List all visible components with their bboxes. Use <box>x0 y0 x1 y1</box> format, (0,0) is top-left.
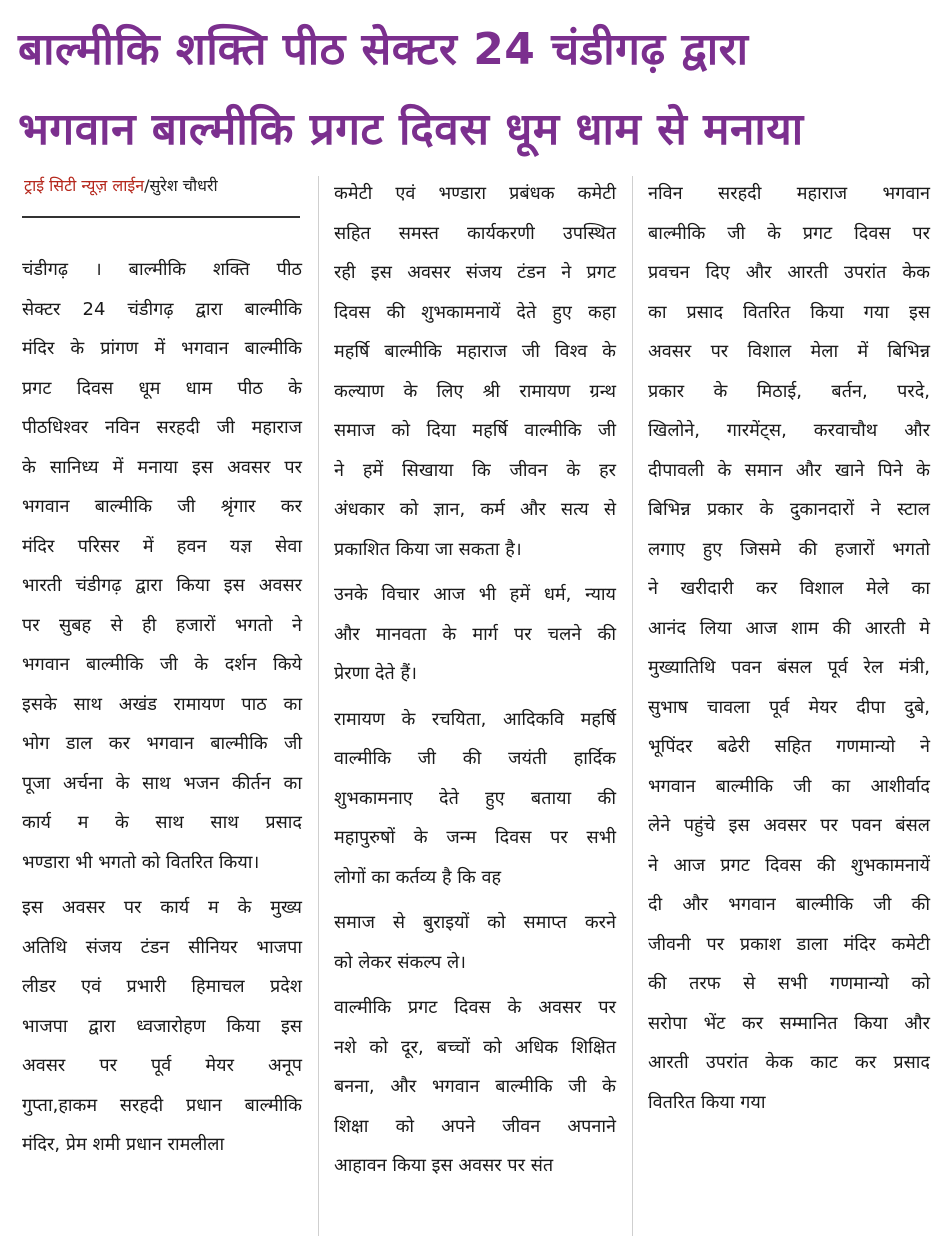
article-text-line: लीडर एवं प्रभारी हिमाचल प्रदेश <box>22 976 302 997</box>
article-text-line: रही इस अवसर संजय टंडन ने प्रगट <box>334 262 616 283</box>
byline-divider <box>22 216 300 218</box>
article-paragraph <box>334 575 616 694</box>
article-text-line: आहावन किया इस अवसर पर संत <box>334 1155 554 1176</box>
article-text-line: बिभिन्न प्रकार के दुकानदारों ने स्टाल <box>648 499 930 520</box>
article-text-line: ने हमें सिखाया कि जीवन के हर <box>334 459 616 481</box>
article-text-line: वितरित किया गया <box>648 1091 766 1113</box>
article-text-line: बनना, और भगवान बाल्मीकि जी के <box>334 1076 616 1097</box>
article-text-line: लोगों का कर्तव्य है कि वह <box>334 866 502 888</box>
article-text-line: शिक्षा को अपने जीवन अपनाने <box>334 1115 616 1137</box>
article-paragraph <box>648 174 930 1122</box>
article-text-line: मंदिर, प्रेम शमी प्रधान रामलीला <box>22 1134 225 1155</box>
article-text-line: समाज को दिया महर्षि वाल्मीकि जी <box>334 420 616 441</box>
article-text-line: कमेटी एवं भण्डारा प्रबंधक कमेटी <box>334 183 616 204</box>
headline-line-1: बाल्मीकि शक्ति पीठ सेक्टर 24 चंडीगढ़ द्वारा <box>18 24 749 75</box>
article-column-2 <box>334 174 616 1186</box>
article-text-line: प्रवचन दिए और आरती उपरांत केक <box>648 262 930 283</box>
article-text-line: नविन सरहदी महाराज भगवान <box>648 183 930 204</box>
article-text-line: पूजा अर्चना के साथ भजन कीर्तन का <box>22 772 302 794</box>
article-text-line: की तरफ से सभी गणमान्यो को <box>648 973 930 994</box>
article-text-line: अवसर पर पूर्व मेयर अनूप <box>22 1055 302 1076</box>
byline-source: ट्राई सिटी न्यूज़ लाईन <box>24 176 145 195</box>
article-text-line: भगवान बाल्मीकि जी के दर्शन किये <box>22 654 302 675</box>
article-text-line: वाल्मीकि जी की जयंती हार्दिक <box>334 748 616 769</box>
article-text-line: भूपिंदर बढेरी सहित गणमान्यो ने <box>648 736 930 757</box>
column-divider <box>318 176 319 1236</box>
article-text-line: सुभाष चावला पूर्व मेयर दीपा दुबे, <box>648 696 930 718</box>
article-paragraph <box>22 250 302 882</box>
article-text-line: जीवनी पर प्रकाश डाला मंदिर कमेटी <box>648 933 930 955</box>
article-paragraph <box>334 988 616 1186</box>
article-column-3 <box>648 174 930 1122</box>
article-text-line: दिवस की शुभकामनायें देते हुए कहा <box>334 301 616 323</box>
article-text-line: भण्डारा भी भगतो को वितरित किया। <box>22 851 260 873</box>
article-text-line: सरोपा भेंट कर सम्मानित किया और <box>648 1012 930 1034</box>
article-text-line: रामायण के रचयिता, आदिकवि महर्षि <box>334 708 616 730</box>
article-text-line: सेक्टर 24 चंडीगढ़ द्वारा बाल्मीकि <box>22 298 302 320</box>
article-text-line: प्रकाशित किया जा सकता है। <box>334 538 522 560</box>
article-paragraph <box>334 903 616 982</box>
article-paragraph <box>334 174 616 569</box>
article-paragraph <box>22 888 302 1165</box>
article-text-line: प्रकार के मिठाई, बर्तन, परदे, <box>648 380 930 402</box>
article-text-line: के सानिध्य में मनाया इस अवसर पर <box>22 456 302 478</box>
article-paragraph <box>334 700 616 898</box>
article-text-line: इस अवसर पर कार्य म के मुख्य <box>22 897 302 918</box>
article-text-line: प्रेरणा देते हैं। <box>334 663 417 684</box>
article-text-line: कल्याण के लिए श्री रामायण ग्रन्थ <box>334 380 616 402</box>
article-text-line: बाल्मीकि जी के प्रगट दिवस पर <box>648 222 930 244</box>
article-text-line: का प्रसाद वितरित किया गया इस <box>648 301 930 323</box>
article-text-line: भगवान बाल्मीकि जी का आशीर्वाद <box>648 775 930 797</box>
article-text-line: समाज से बुराइयों को समाप्त करने <box>334 912 616 933</box>
article-text-line: भोग डाल कर भगवान बाल्मीकि जी <box>22 733 302 754</box>
article-text-line: भाजपा द्वारा ध्वजारोहण किया इस <box>22 1015 302 1037</box>
article-text-line: नशे को दूर, बच्चों को अधिक शिक्षित <box>334 1036 616 1058</box>
headline-line-2: भगवान बाल्मीकि प्रगट दिवस धूम धाम से मनाया <box>18 104 804 155</box>
column-divider <box>632 176 633 1236</box>
article-text-line: महर्षि बाल्मीकि महाराज जी विश्व के <box>334 341 616 362</box>
article-text-line: मंदिर के प्रांगण में भगवान बाल्मीकि <box>22 338 302 359</box>
article-text-line: लेने पहुंचे इस अवसर पर पवन बंसल <box>648 815 930 836</box>
article-text-line: उनके विचार आज भी हमें धर्म, न्याय <box>334 584 616 605</box>
article-text-line: चंडीगढ़ । बाल्मीकि शक्ति पीठ <box>22 259 302 280</box>
article-text-line: खिलोने, गारमेंट्स, करवाचौथ और <box>648 420 930 441</box>
article-text-line: प्रगट दिवस धूम धाम पीठ के <box>22 377 302 399</box>
article-column-1 <box>22 250 302 1165</box>
article-text-line: भगवान बाल्मीकि जी श्रृंगार कर <box>22 496 302 517</box>
article-text-line: पीठधिश्वर नविन सरहदी जी महाराज <box>22 417 302 438</box>
article-text-line: शुभकामनाए देते हुए बताया की <box>334 787 616 809</box>
article-text-line: ने खरीदारी कर विशाल मेले का <box>648 578 930 599</box>
article-headline <box>18 10 938 170</box>
article-text-line: अवसर पर विशाल मेला में बिभिन्न <box>648 341 930 362</box>
article-text-line: लगाए हुए जिसमे की हजारों भगतो <box>648 538 930 560</box>
article-text-line: को लेकर संकल्प ले। <box>334 951 467 973</box>
article-text-line: गुप्ता,हाकम सरहदी प्रधान बाल्मीकि <box>22 1094 302 1116</box>
article-text-line: मुख्यातिथि पवन बंसल पूर्व रेल मंत्री, <box>648 657 930 678</box>
article-text-line: मंदिर परिसर में हवन यज्ञ सेवा <box>22 535 302 557</box>
article-text-line: दीपावली के समान और खाने पिने के <box>648 459 930 481</box>
article-text-line: दी और भगवान बाल्मीकि जी की <box>648 894 930 915</box>
byline-author: /सुरेश चौधरी <box>144 176 218 195</box>
article-text-line: अतिथि संजय टंडन सीनियर भाजपा <box>22 936 302 958</box>
article-text-line: और मानवता के मार्ग पर चलने की <box>334 623 616 645</box>
article-text-line: वाल्मीकि प्रगट दिवस के अवसर पर <box>334 997 616 1018</box>
article-text-line: ने आज प्रगट दिवस की शुभकामनायें <box>648 854 930 876</box>
article-text-line: अंधकार को ज्ञान, कर्म और सत्य से <box>334 499 616 520</box>
article-text-line: आरती उपरांत केक काट कर प्रसाद <box>648 1052 930 1073</box>
article-text-line: कार्य म के साथ साथ प्रसाद <box>22 812 302 833</box>
article-text-line: इसके साथ अखंड रामायण पाठ का <box>22 693 302 715</box>
article-text-line: महापुरुषों के जन्म दिवस पर सभी <box>334 827 616 848</box>
byline <box>24 172 300 200</box>
article-text-line: सहित समस्त कार्यकरणी उपस्थित <box>334 222 616 244</box>
article-text-line: पर सुबह से ही हजारों भगतो ने <box>22 614 302 636</box>
article-text-line: आनंद लिया आज शाम की आरती मे <box>648 617 930 639</box>
article-text-line: भारती चंडीगढ़ द्वारा किया इस अवसर <box>22 575 302 596</box>
